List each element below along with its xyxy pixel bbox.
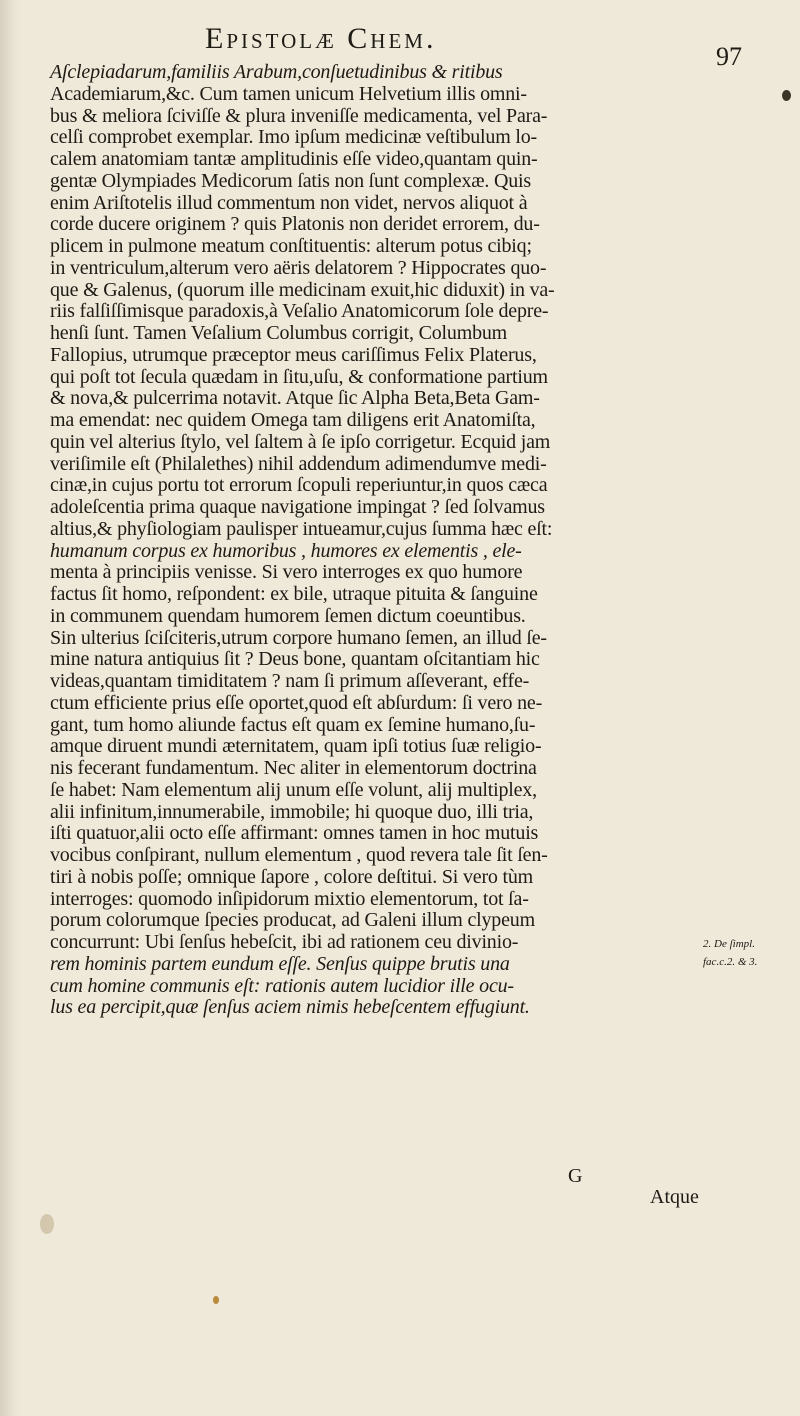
text-line: adoleſcentia prima quaque navigatione impingat ? ſed ſolvamus (50, 496, 545, 518)
page-number: 97 (716, 42, 742, 71)
text-line: vocibus conſpirant, nullum elementum , quod revera tale ſit ſen- (50, 844, 548, 866)
text-line: enim Ariſtotelis illud commentum non videt, nervos aliquot à (50, 191, 528, 214)
text-line: concurrunt: Ubi ſenſus hebeſcit, ibi ad rationem ceu divinio- (50, 931, 519, 953)
text-line: qui poſt tot ſecula quædam in ſitu,uſu, & conformatione partium (50, 365, 548, 388)
signature-mark: G (568, 1165, 583, 1187)
margin-note: 2. De ſimpl. (703, 938, 755, 950)
text-line: veriſimile eſt (Philalethes) nihil addendum adimendumve medi- (50, 452, 547, 475)
text-line: iſti quatuor,alii octo eſſe affirmant: omnes tamen in hoc mutuis (50, 822, 539, 845)
text-line: que & Galenus, (quorum ille medicinam exuit,hic diduxit) in va- (50, 278, 555, 301)
text-line: in ventriculum,alterum vero aëris delatorem ? Hippocrates quo- (50, 256, 547, 279)
text-line: Aſclepiadarum,familiis Arabum,conſuetudinibus & ritibus (50, 61, 503, 83)
stain-spot (40, 1214, 54, 1234)
text-line: Fallopius, utrumque præceptor meus cariſſimus Felix Platerus, (50, 343, 537, 366)
text-line: bus & meliora ſciviſſe & plura inveniſſe medicamenta, vel Para- (50, 104, 548, 127)
text-line: plicem in pulmone meatum conſtituentis: alterum potus cibiq; (50, 235, 532, 257)
text-line: henſi ſunt. Tamen Veſalium Columbus corrigit, Columbum (50, 322, 508, 344)
text-line: ma emendat: nec quidem Omega tam diligens erit Anatomiſta, (50, 409, 536, 431)
text-line: quin vel alterius ſtylo, vel ſaltem à ſe ipſo corrigetur. Ecquid jam (50, 430, 551, 453)
text-line: in communem quendam humorem ſemen dictum coeuntibus. (50, 604, 526, 627)
text-line: ſe habet: Nam elementum alij unum eſſe volunt, alij multiplex, (50, 778, 537, 801)
text-line: factus ſit homo, reſpondent: ex bile, utraque pituita & ſanguine (50, 583, 538, 605)
page-edge (0, 0, 22, 1416)
text-line: riis falſiſſimisque paradoxis,à Veſalio Anatomicorum ſole depre- (50, 300, 549, 323)
running-title: Epistolæ Chem. (205, 22, 437, 55)
catchword: Atque (650, 1186, 699, 1208)
text-line: Sin ulterius ſciſciteris,utrum corpore humano ſemen, an illud ſe- (50, 626, 547, 649)
text-line: alii infinitum,innumerabile, immobile; hi quoque duo, illi tria, (50, 800, 534, 823)
text-line: videas,quantam timiditatem ? nam ſi primum aſſeverant, effe- (50, 670, 530, 692)
text-line: cum homine communis eſt: rationis autem lucidior ille ocu- (50, 974, 514, 997)
text-line: altius,& phyſiologiam paulisper intueamur,cujus ſumma hæc eſt: (50, 517, 553, 540)
text-line: lus ea percipit,quæ ſenſus aciem nimis hebeſcentem effugiunt. (50, 996, 530, 1019)
stain-spot (213, 1296, 219, 1304)
text-line: amque diruent mundi æternitatem, quam ipſi totius ſuæ religio- (50, 735, 542, 758)
text-line: humanum corpus ex humoribus , humores ex elementis , ele- (50, 539, 522, 562)
text-line: interroges: quomodo inſipidorum mixtio elementorum, tot ſa- (50, 887, 529, 910)
text-line: calem anatomiam tantæ amplitudinis eſſe video,quantam quin- (50, 148, 538, 170)
text-line: cinæ,in cujus portu tot errorum ſcopuli reperiuntur,in quos cæca (50, 474, 548, 497)
text-line: ctum efficiente prius eſſe oportet,quod eſt abſurdum: ſi vero ne- (50, 691, 543, 714)
text-line: menta à principiis venisse. Si vero interroges ex quo humore (50, 561, 523, 584)
text-line: gant, tum homo aliunde factus eſt quam ex ſemine humano,ſu- (50, 713, 536, 736)
text-line: corde ducere originem ? quis Platonis non deridet errorem, du- (50, 213, 540, 236)
text-line: porum colorumque ſpecies producat, ad Galeni illum clypeum (50, 909, 535, 932)
text-line: gentæ Olympiades Medicorum ſatis non ſunt complexæ. Quis (50, 169, 531, 192)
text-line: celſi comprobet exemplar. Imo ipſum medicinæ veſtibulum lo- (50, 126, 537, 149)
text-line: tiri à nobis poſſe; omnique ſapore , colore deſtitui. Si vero tùm (50, 865, 534, 888)
running-head (0, 22, 800, 71)
text-line: Academiarum,&c. Cum tamen unicum Helvetium illis omni- (50, 82, 527, 105)
margin-note: fac.c.2. & 3. (703, 956, 758, 968)
text-line: & nova,& pulcerrima notavit. Atque ſic Alpha Beta,Beta Gam- (50, 387, 540, 410)
text-line: nis fecerant fundamentum. Nec aliter in elementorum doctrina (50, 757, 537, 779)
text-line: rem hominis partem eundum eſſe. Senſus quippe brutis una (50, 952, 510, 975)
body-text (50, 62, 690, 1019)
ink-blot (782, 90, 791, 101)
text-line: mine natura antiquius ſit ? Deus bone, quantam oſcitantiam hic (50, 648, 540, 671)
